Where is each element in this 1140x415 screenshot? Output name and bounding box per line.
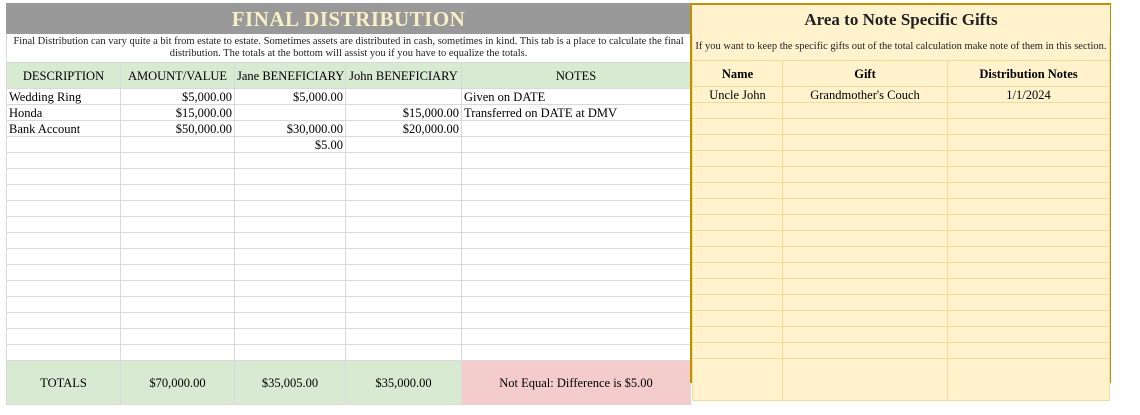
header-name[interactable]: Name — [693, 61, 783, 87]
cell-john[interactable] — [346, 137, 462, 153]
cell-jane[interactable] — [235, 217, 346, 233]
cell-name[interactable] — [693, 279, 783, 295]
cell-gift[interactable] — [783, 231, 948, 247]
header-row — [7, 63, 691, 89]
gift-row — [693, 135, 1110, 151]
cell-description[interactable] — [7, 265, 121, 281]
cell-jane[interactable]: $5,000.00 — [235, 89, 346, 105]
header-gift[interactable]: Gift — [783, 61, 948, 87]
cell-notes[interactable] — [462, 217, 691, 233]
cell-distribution-notes[interactable] — [948, 263, 1110, 279]
totals-status[interactable]: Not Equal: Difference is $5.00 — [462, 361, 691, 405]
cell-gift[interactable] — [783, 135, 948, 151]
cell-notes[interactable] — [462, 121, 691, 137]
cell-jane[interactable] — [235, 345, 346, 361]
cell-distribution-notes[interactable] — [948, 247, 1110, 263]
table-row — [7, 345, 691, 361]
gift-row — [693, 231, 1110, 247]
gift-row — [693, 151, 1110, 167]
cell-name[interactable]: Uncle John — [693, 87, 783, 103]
cell-notes[interactable] — [462, 265, 691, 281]
gift-row — [693, 295, 1110, 311]
cell-description[interactable] — [7, 345, 121, 361]
cell-name[interactable] — [693, 119, 783, 135]
cell-notes[interactable] — [462, 249, 691, 265]
cell-distribution-notes[interactable] — [948, 135, 1110, 151]
cell-name[interactable] — [693, 215, 783, 231]
cell-distribution-notes[interactable] — [948, 295, 1110, 311]
cell-jane[interactable] — [235, 233, 346, 249]
cell-name[interactable] — [693, 231, 783, 247]
gifts-title[interactable]: Area to Note Specific Gifts — [693, 5, 1110, 34]
cell-notes[interactable] — [462, 169, 691, 185]
cell-distribution-notes[interactable] — [948, 215, 1110, 231]
cell-gift[interactable] — [783, 263, 948, 279]
cell-amount[interactable] — [121, 329, 235, 345]
gifts-header-row — [693, 61, 1110, 87]
cell-gift[interactable] — [783, 327, 948, 343]
table-row — [7, 249, 691, 265]
cell-jane[interactable] — [235, 265, 346, 281]
cell-john[interactable] — [346, 265, 462, 281]
cell-distribution-notes[interactable] — [948, 103, 1110, 119]
cell-amount[interactable] — [121, 185, 235, 201]
header-jane[interactable]: Jane BENEFICIARY — [235, 63, 346, 89]
cell-amount[interactable] — [121, 233, 235, 249]
cell-john[interactable] — [346, 89, 462, 105]
cell-john[interactable]: $20,000.00 — [346, 121, 462, 137]
table-row — [7, 281, 691, 297]
table-row — [7, 169, 691, 185]
cell-description[interactable] — [7, 201, 121, 217]
cell-amount[interactable] — [121, 281, 235, 297]
cell-name[interactable] — [693, 167, 783, 183]
table-row — [7, 105, 691, 121]
gift-row — [693, 327, 1110, 343]
gift-row — [693, 103, 1110, 119]
cell-amount[interactable]: $50,000.00 — [121, 121, 235, 137]
cell-distribution-notes[interactable] — [948, 199, 1110, 215]
cell-name[interactable] — [693, 135, 783, 151]
cell-jane[interactable] — [235, 169, 346, 185]
cell-jane[interactable] — [235, 249, 346, 265]
table-row — [7, 121, 691, 137]
header-distribution-notes[interactable]: Distribution Notes — [948, 61, 1110, 87]
cell-distribution-notes[interactable] — [948, 279, 1110, 295]
cell-jane[interactable] — [235, 329, 346, 345]
gift-row — [693, 183, 1110, 199]
gifts-totals-row — [693, 359, 1110, 401]
cell-distribution-notes[interactable] — [948, 327, 1110, 343]
cell-gift[interactable] — [783, 343, 948, 359]
cell-jane[interactable] — [235, 105, 346, 121]
cell-john[interactable] — [346, 345, 462, 361]
cell-name[interactable] — [693, 151, 783, 167]
cell-notes[interactable] — [462, 281, 691, 297]
cell-distribution-notes[interactable] — [948, 183, 1110, 199]
final-distribution-table — [6, 3, 691, 405]
cell-amount[interactable] — [121, 265, 235, 281]
cell-amount[interactable] — [121, 345, 235, 361]
cell-john[interactable]: $15,000.00 — [346, 105, 462, 121]
gift-row — [693, 199, 1110, 215]
cell-john[interactable] — [346, 233, 462, 249]
cell-jane[interactable]: $5.00 — [235, 137, 346, 153]
cell-distribution-notes[interactable] — [948, 231, 1110, 247]
table-row — [7, 185, 691, 201]
gift-row — [693, 215, 1110, 231]
cell-gift[interactable] — [783, 167, 948, 183]
cell-notes[interactable] — [462, 345, 691, 361]
cell-gift[interactable] — [783, 279, 948, 295]
cell-jane[interactable] — [235, 153, 346, 169]
gifts-totals-cell[interactable] — [693, 359, 783, 401]
cell-notes[interactable] — [462, 153, 691, 169]
cell-notes[interactable] — [462, 233, 691, 249]
cell-amount[interactable] — [121, 249, 235, 265]
cell-description[interactable] — [7, 217, 121, 233]
gift-row — [693, 263, 1110, 279]
cell-description[interactable] — [7, 281, 121, 297]
table-row — [7, 233, 691, 249]
cell-gift[interactable] — [783, 295, 948, 311]
gift-row — [693, 343, 1110, 359]
cell-john[interactable] — [346, 169, 462, 185]
cell-gift[interactable] — [783, 311, 948, 327]
cell-description[interactable] — [7, 137, 121, 153]
cell-notes[interactable] — [462, 137, 691, 153]
cell-john[interactable] — [346, 329, 462, 345]
table-row — [7, 265, 691, 281]
cell-jane[interactable] — [235, 313, 346, 329]
cell-john[interactable] — [346, 185, 462, 201]
cell-gift[interactable] — [783, 247, 948, 263]
cell-amount[interactable] — [121, 137, 235, 153]
specific-gifts-area — [690, 3, 1111, 383]
cell-name[interactable] — [693, 199, 783, 215]
header-description[interactable]: DESCRIPTION — [7, 63, 121, 89]
cell-distribution-notes[interactable] — [948, 167, 1110, 183]
cell-notes[interactable] — [462, 185, 691, 201]
cell-description[interactable] — [7, 313, 121, 329]
cell-distribution-notes[interactable] — [948, 311, 1110, 327]
gifts-totals-cell[interactable] — [948, 359, 1110, 401]
table-row — [7, 201, 691, 217]
totals-label[interactable]: TOTALS — [7, 361, 121, 405]
cell-description[interactable] — [7, 185, 121, 201]
gift-row — [693, 279, 1110, 295]
gift-row — [693, 167, 1110, 183]
cell-name[interactable] — [693, 311, 783, 327]
cell-gift[interactable] — [783, 151, 948, 167]
cell-john[interactable] — [346, 153, 462, 169]
cell-distribution-notes[interactable] — [948, 151, 1110, 167]
cell-description[interactable] — [7, 297, 121, 313]
total-amount[interactable]: $70,000.00 — [121, 361, 235, 405]
cell-description[interactable] — [7, 153, 121, 169]
cell-gift[interactable]: Grandmother's Couch — [783, 87, 948, 103]
cell-name[interactable] — [693, 295, 783, 311]
cell-description[interactable] — [7, 329, 121, 345]
table-row — [7, 329, 691, 345]
header-notes[interactable]: NOTES — [462, 63, 691, 89]
table-row — [7, 153, 691, 169]
cell-john[interactable] — [346, 217, 462, 233]
cell-notes[interactable] — [462, 201, 691, 217]
table-row — [7, 89, 691, 105]
gift-row — [693, 247, 1110, 263]
gift-row — [693, 119, 1110, 135]
cell-jane[interactable] — [235, 201, 346, 217]
cell-jane[interactable] — [235, 185, 346, 201]
cell-notes[interactable]: Given on DATE — [462, 89, 691, 105]
cell-name[interactable] — [693, 183, 783, 199]
totals-row — [7, 361, 691, 405]
cell-amount[interactable] — [121, 313, 235, 329]
cell-name[interactable] — [693, 103, 783, 119]
cell-john[interactable] — [346, 313, 462, 329]
cell-gift[interactable] — [783, 183, 948, 199]
cell-gift[interactable] — [783, 199, 948, 215]
table-row — [7, 297, 691, 313]
cell-jane[interactable]: $30,000.00 — [235, 121, 346, 137]
total-john[interactable]: $35,000.00 — [346, 361, 462, 405]
header-amount[interactable]: AMOUNT/VALUE — [121, 63, 235, 89]
cell-john[interactable] — [346, 281, 462, 297]
cell-description[interactable]: Bank Account — [7, 121, 121, 137]
cell-description[interactable] — [7, 169, 121, 185]
cell-john[interactable] — [346, 249, 462, 265]
cell-gift[interactable] — [783, 103, 948, 119]
cell-distribution-notes[interactable] — [948, 119, 1110, 135]
gifts-totals-cell[interactable] — [783, 359, 948, 401]
cell-gift[interactable] — [783, 119, 948, 135]
cell-gift[interactable] — [783, 215, 948, 231]
cell-description[interactable]: Honda — [7, 105, 121, 121]
table-row — [7, 217, 691, 233]
gift-row — [693, 311, 1110, 327]
table-row — [7, 137, 691, 153]
cell-amount[interactable] — [121, 169, 235, 185]
cell-amount[interactable]: $5,000.00 — [121, 89, 235, 105]
header-john[interactable]: John BENEFICIARY — [346, 63, 462, 89]
cell-notes[interactable]: Transferred on DATE at DMV — [462, 105, 691, 121]
cell-notes[interactable] — [462, 297, 691, 313]
cell-john[interactable] — [346, 297, 462, 313]
cell-notes[interactable] — [462, 329, 691, 345]
cell-notes[interactable] — [462, 313, 691, 329]
sheet-description[interactable]: Final Distribution can vary quite a bit from estate to estate. Sometimes assets are distributed in cash, sometimes in kind. This tab is a place to calculate the final distribution. The totals at the bottom will assist you if you have to equalize the totals. — [7, 34, 691, 63]
cell-name[interactable] — [693, 327, 783, 343]
sheet-title[interactable]: FINAL DISTRIBUTION — [7, 4, 691, 34]
cell-name[interactable] — [693, 343, 783, 359]
cell-amount[interactable] — [121, 297, 235, 313]
cell-jane[interactable] — [235, 281, 346, 297]
cell-description[interactable] — [7, 249, 121, 265]
cell-distribution-notes[interactable]: 1/1/2024 — [948, 87, 1110, 103]
cell-amount[interactable] — [121, 153, 235, 169]
cell-jane[interactable] — [235, 297, 346, 313]
cell-amount[interactable] — [121, 217, 235, 233]
cell-amount[interactable]: $15,000.00 — [121, 105, 235, 121]
cell-description[interactable] — [7, 233, 121, 249]
cell-amount[interactable] — [121, 201, 235, 217]
specific-gifts-table — [692, 5, 1110, 401]
cell-description[interactable]: Wedding Ring — [7, 89, 121, 105]
gifts-description[interactable]: If you want to keep the specific gifts out of the total calculation make note of them in this section. — [693, 34, 1110, 61]
cell-john[interactable] — [346, 201, 462, 217]
cell-name[interactable] — [693, 263, 783, 279]
table-row — [7, 313, 691, 329]
gift-row — [693, 87, 1110, 103]
total-jane[interactable]: $35,005.00 — [235, 361, 346, 405]
cell-distribution-notes[interactable] — [948, 343, 1110, 359]
cell-name[interactable] — [693, 247, 783, 263]
